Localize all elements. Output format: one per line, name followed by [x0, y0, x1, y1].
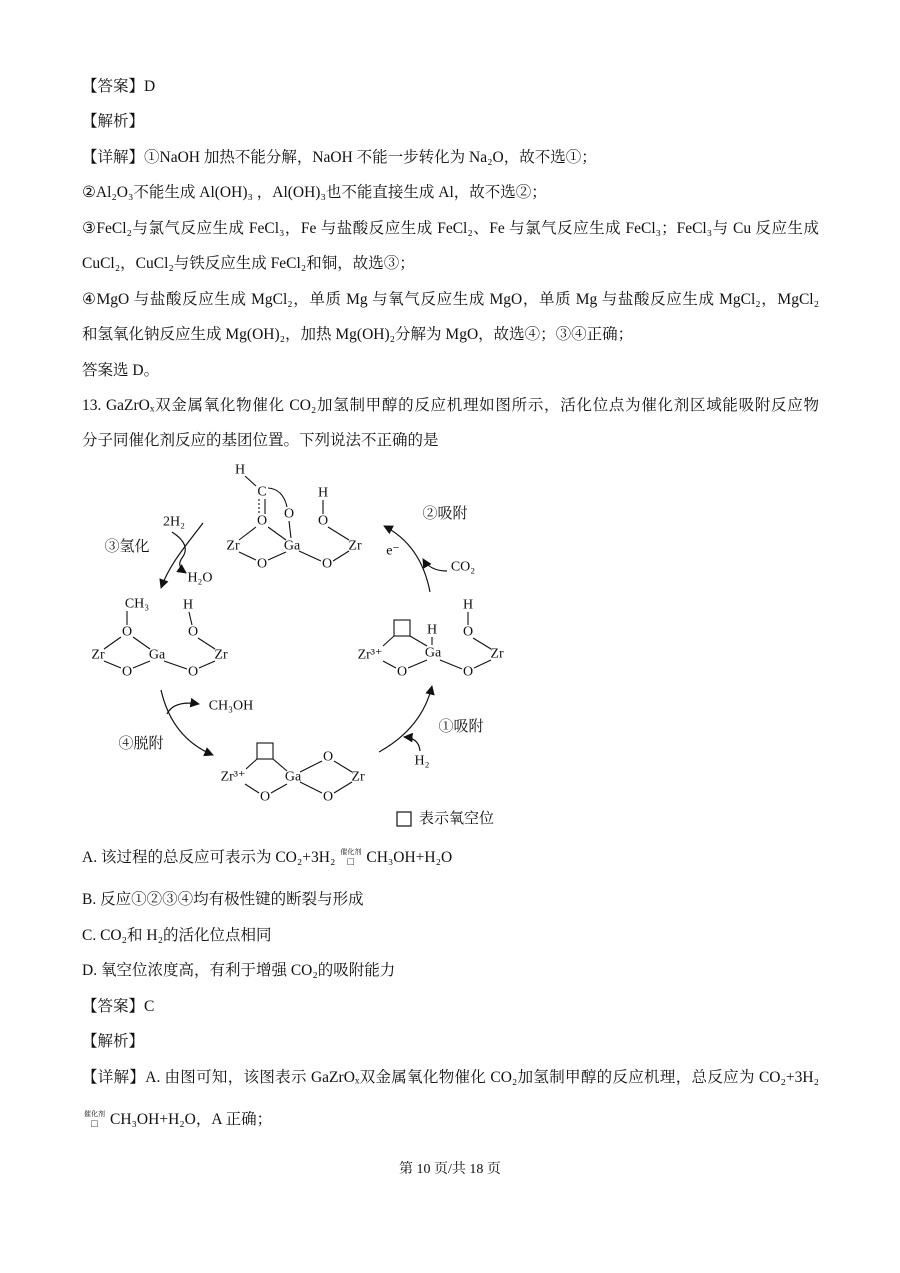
atom-label: Zr: [91, 647, 105, 663]
bond: [239, 552, 256, 560]
reaction-arrow-symbol: □: [91, 1118, 98, 1131]
step-4-label: ④脱附: [118, 736, 164, 752]
bottom-intermediate: [245, 743, 352, 793]
atom-label: O: [256, 513, 268, 529]
option-b: B. 反应①②③④均有极性键的断裂与形成: [82, 891, 364, 908]
bond: [410, 636, 427, 646]
atom-label: O: [321, 556, 333, 572]
bond: [268, 488, 287, 507]
atom-label: C: [257, 484, 267, 500]
atom-label: O: [187, 664, 199, 680]
step-1-side-arrow: [404, 737, 420, 751]
step-1-label: ①吸附: [438, 719, 484, 735]
bond: [189, 612, 192, 625]
legend-text: 表示氧空位: [419, 811, 495, 827]
atom-label: O: [283, 506, 295, 522]
bond: [334, 761, 352, 772]
question-analysis-heading: 【解析】: [82, 1033, 145, 1050]
bond: [271, 784, 287, 793]
reaction-arrow-symbol: □: [347, 856, 355, 869]
oxygen-vacancy-square: [394, 620, 410, 636]
atom-label: O: [121, 624, 133, 640]
option-c: C. CO₂和 H₂的活化位点相同: [82, 927, 272, 944]
bond: [440, 660, 462, 669]
bond: [474, 660, 491, 668]
step-3-label: ③氢化: [104, 539, 150, 555]
oxygen-vacancy-square: [257, 743, 273, 759]
bond: [104, 661, 121, 668]
atom-label: O: [462, 664, 474, 680]
legend-square-icon: [397, 812, 411, 826]
step-1-reactant: H₂: [414, 753, 430, 769]
previous-detail-line-6: 和氢氧化钠反应生成 Mg(OH)₂，加热 Mg(OH)₂分解为 MgO，故选④；③④正确；: [82, 326, 634, 343]
bond: [334, 782, 352, 793]
catalyst-condition: [84, 1110, 105, 1130]
atom-label: Zr³⁺: [220, 769, 246, 785]
step-2-reactant: CO₂: [450, 559, 476, 575]
option-a-products: CH₃OH+H₂O: [366, 849, 453, 866]
previous-analysis-heading: 【解析】: [82, 113, 145, 130]
atom-label: Ga: [283, 538, 301, 554]
step-4-product: CH₃OH: [208, 698, 254, 714]
step-4-side-arrow: [167, 703, 199, 714]
bond: [104, 637, 121, 649]
atom-label: Ga: [424, 645, 442, 661]
bond: [245, 784, 259, 793]
step-3-reactant: 2H₂: [163, 514, 185, 530]
atom-label: O: [259, 789, 271, 805]
atom-label: O: [317, 513, 329, 529]
bond: [473, 638, 491, 649]
atom-label: Zr: [348, 538, 362, 554]
atom-label: Zr: [214, 647, 228, 663]
atom-label: O: [256, 556, 268, 572]
bond: [199, 661, 215, 668]
atom-label: Ga: [284, 769, 302, 785]
catalyst-label: 催化剂: [340, 848, 362, 857]
bond: [299, 551, 321, 561]
atom-label: Zr: [490, 646, 504, 662]
bond: [246, 759, 257, 769]
bond: [408, 660, 427, 668]
catalyst-label: 催化剂: [84, 1110, 105, 1119]
atom-label: CH₃: [124, 596, 150, 612]
atom-label: H: [462, 597, 474, 613]
bond: [198, 638, 215, 649]
bond: [300, 782, 322, 793]
step-1-arrow: [379, 686, 432, 752]
previous-detail-line-3: ③FeCl₂与氯气反应生成 FeCl₃，Fe 与盐酸反应生成 FeCl₂、Fe 与氯气反应生成 FeCl₃；FeCl₃与 Cu 反应生成: [82, 220, 819, 237]
previous-detail-line-4: CuCl₂，CuCl₂与铁反应生成 FeCl₂和铜，故选③；: [82, 255, 415, 272]
bond: [164, 661, 187, 669]
atom-label: Zr: [351, 769, 365, 785]
atom-label: H: [234, 462, 246, 478]
previous-detail-line-2: ②Al₂O₃不能生成 Al(OH)₃ ，Al(OH)₃也不能直接生成 Al，故不选②；: [82, 184, 547, 201]
question-answer: 【答案】C: [82, 998, 155, 1015]
detail-products-text: CH₃OH+H₂O，A 正确；: [110, 1111, 273, 1128]
bond: [133, 637, 150, 649]
atom-label: O: [462, 624, 474, 640]
question-detail-line-2: [82, 1107, 822, 1133]
step-2-electron: e⁻: [386, 543, 400, 559]
bond: [383, 661, 396, 668]
option-a-text: A. 该过程的总反应可表示为 CO₂+3H₂: [82, 849, 336, 866]
atom-label: Ga: [148, 647, 166, 663]
bond: [328, 527, 349, 540]
previous-answer: 【答案】D: [82, 78, 156, 95]
option-a: [82, 845, 822, 871]
atom-label: O: [322, 749, 334, 765]
previous-detail-line-1: 【详解】①NaOH 加热不能分解，NaOH 不能一步转化为 Na₂O，故不选①；: [82, 149, 597, 166]
atom-label: H: [426, 622, 438, 638]
bond: [383, 636, 394, 646]
page-footer: 第 10 页/共 18 页: [399, 1162, 501, 1177]
atom-label: O: [121, 664, 133, 680]
atom-label: Zr: [226, 538, 240, 554]
atom-label: O: [322, 789, 334, 805]
step-3-product: H₂O: [187, 570, 213, 586]
catalyst-condition: [340, 848, 361, 868]
bond: [333, 551, 349, 561]
atom-label: Zr³⁺: [357, 647, 383, 663]
reaction-mechanism-diagram: [60, 455, 540, 835]
step-3-side-arrow: [172, 532, 186, 573]
question-detail-line-1: 【详解】A. 由图可知，该图表示 GaZrOₓ双金属氧化物催化 CO₂加氢制甲醇的反应机理，总反应为 CO₂+3H₂: [82, 1069, 819, 1086]
atom-label: H: [182, 597, 194, 613]
step-4-arrow: [161, 690, 213, 755]
option-d: D. 氧空位浓度高，有利于增强 CO₂的吸附能力: [82, 962, 396, 979]
previous-detail-line-7: 答案选 D。: [82, 362, 160, 379]
bond: [239, 527, 256, 540]
bond: [289, 521, 291, 538]
question-stem-line-2: 分子同催化剂反应的基团位置。下列说法不正确的是: [82, 432, 439, 449]
step-2-side-arrow: [423, 559, 447, 571]
atom-label: H: [317, 485, 329, 501]
atom-label: O: [187, 624, 199, 640]
bond: [133, 661, 150, 668]
question-stem-line-1: 13. GaZrOₓ双金属氧化物催化 CO₂加氢制甲醇的反应机理如图所示，活化位点为催化剂区域能吸附反应物: [82, 397, 819, 414]
atom-label: O: [396, 664, 408, 680]
step-2-label: ②吸附: [422, 506, 468, 522]
previous-detail-line-5: ④MgO 与盐酸反应生成 MgCl₂，单质 Mg 与氧气反应生成 MgO，单质 Mg 与盐酸反应生成 MgCl₂，MgCl₂: [82, 291, 819, 308]
bond: [300, 761, 322, 772]
bond: [245, 476, 256, 486]
